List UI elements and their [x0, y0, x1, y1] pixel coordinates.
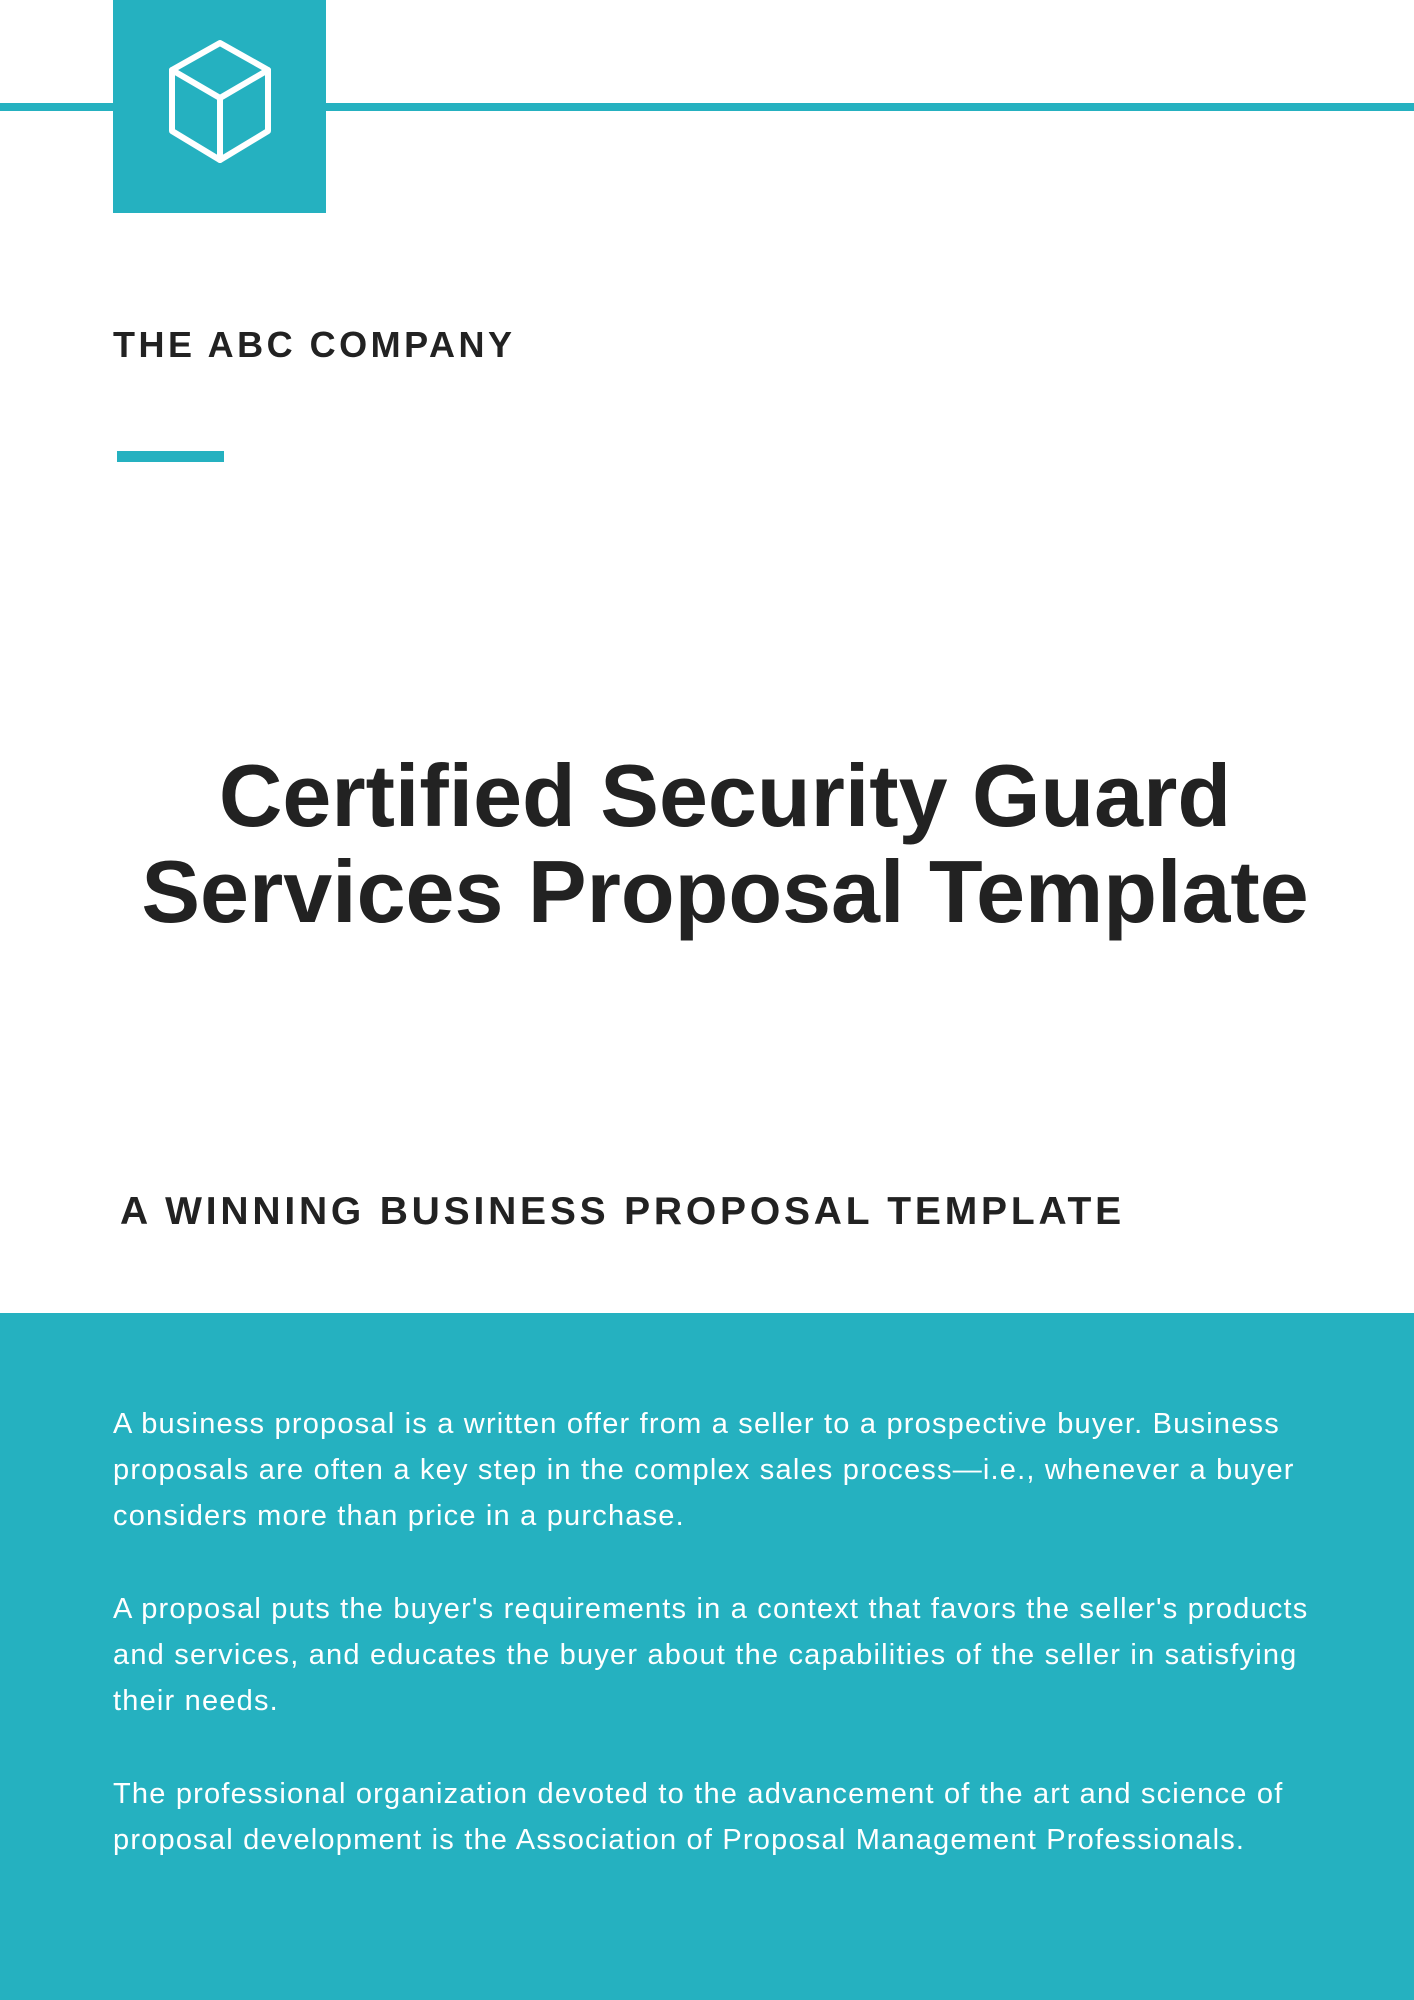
logo-tile: [113, 0, 326, 213]
page-title: [60, 748, 1390, 940]
page-subtitle: A WINNING BUSINESS PROPOSAL TEMPLATE: [120, 1190, 1125, 1233]
intro-paragraph-1: A business proposal is a written offer from a seller to a prospective buyer. Business proposals are often a key step in the complex sales process—i.e., whenever a buyer considers more than price in a purchase.: [113, 1408, 1295, 1532]
intro-paragraph-2: A proposal puts the buyer's requirements in a context that favors the seller's products and services, and educates the buyer about the capabilities of the seller in satisfying their needs.: [113, 1593, 1309, 1717]
company-name: THE ABC COMPANY: [113, 324, 516, 365]
title-line-1: Certified Security Guard: [218, 746, 1232, 845]
accent-dash-divider: [117, 451, 224, 462]
intro-paragraph-3: The professional organization devoted to the advancement of the art and science of proposal development is the Association of Proposal Management Professionals.: [113, 1778, 1284, 1856]
cube-outline-icon: [167, 38, 273, 168]
title-line-2: Services Proposal Template: [141, 842, 1309, 941]
